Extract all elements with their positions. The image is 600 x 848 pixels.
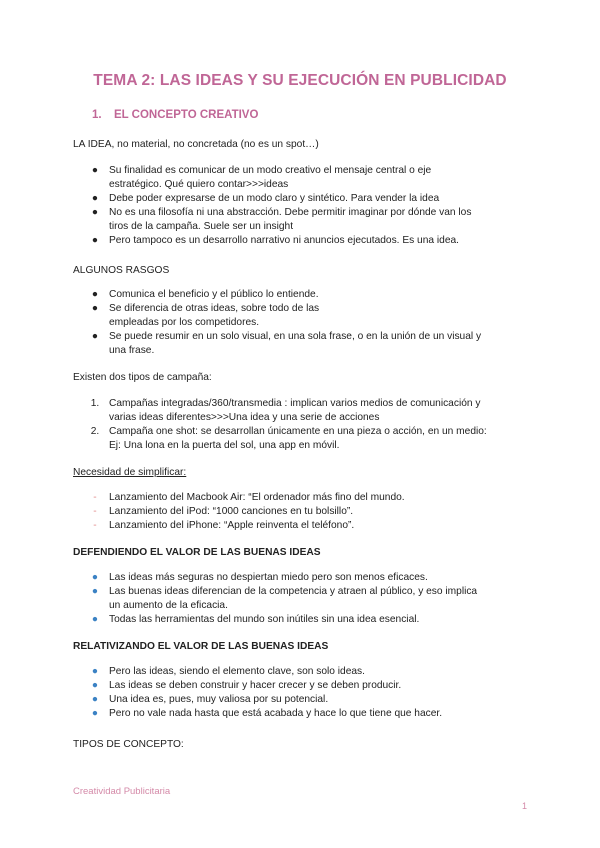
list-item-text: Las ideas se deben construir y hacer crecer y se deben producir. bbox=[109, 680, 402, 691]
list-item bbox=[73, 679, 533, 693]
list-item bbox=[73, 665, 533, 679]
page-number: 1 bbox=[522, 801, 528, 811]
list-item-text: tiros de la campaña. Suele ser un insight bbox=[109, 221, 294, 232]
simplificar-list bbox=[73, 491, 533, 533]
dash-icon: - bbox=[93, 492, 97, 503]
numbered-item bbox=[73, 397, 533, 425]
numbered-item-text: Campañas integradas/360/transmedia : implican varios medios de comunicación y bbox=[109, 398, 481, 409]
list-item-text: Pero tampoco es un desarrollo narrativo ni anuncios ejecutados. Es una idea. bbox=[109, 235, 459, 246]
list-item bbox=[73, 206, 533, 234]
list-item bbox=[73, 491, 533, 505]
bullet-icon: ● bbox=[91, 614, 99, 625]
list-item-text: Pero las ideas, siendo el elemento clave, son solo ideas. bbox=[109, 666, 365, 677]
list-item bbox=[73, 192, 533, 206]
idea-line: LA IDEA, no material, no concretada (no es un spot…) bbox=[73, 139, 319, 150]
list-item-text: Lanzamiento del iPhone: “Apple reinventa el teléfono”. bbox=[109, 520, 355, 531]
list-item-text: un aumento de la eficacia. bbox=[109, 600, 228, 611]
bullet-icon: ● bbox=[91, 303, 99, 314]
relativizando-bullet-list bbox=[73, 665, 533, 721]
rasgos-heading: ALGUNOS RASGOS bbox=[73, 265, 170, 276]
list-item-text: Comunica el beneficio y el público lo entiende. bbox=[109, 289, 319, 300]
list-item bbox=[73, 330, 533, 358]
list-item bbox=[73, 571, 533, 585]
bullet-icon: ● bbox=[91, 572, 99, 583]
defendiendo-heading: DEFENDIENDO EL VALOR DE LAS BUENAS IDEAS bbox=[73, 547, 321, 558]
list-item bbox=[73, 519, 533, 533]
item-number: 2. bbox=[90, 426, 100, 437]
list-item bbox=[73, 707, 533, 721]
defendiendo-bullet-list bbox=[73, 571, 533, 627]
section-title-text: EL CONCEPTO CREATIVO bbox=[114, 109, 259, 121]
list-item bbox=[73, 234, 533, 248]
tipos-concepto-heading: TIPOS DE CONCEPTO: bbox=[73, 739, 184, 750]
bullet-icon: ● bbox=[91, 235, 99, 246]
list-item-text: Pero no vale nada hasta que está acabada y hace lo que tiene que hacer. bbox=[109, 708, 443, 719]
bullet-icon: ● bbox=[91, 289, 99, 300]
list-item bbox=[73, 693, 533, 707]
list-item-text: Las buenas ideas diferencian de la competencia y atraen al público, y eso implica bbox=[109, 586, 478, 597]
list-item-text: una frase. bbox=[109, 345, 155, 356]
list-item bbox=[73, 585, 533, 613]
bullet-icon: ● bbox=[91, 193, 99, 204]
bullet-icon: ● bbox=[91, 165, 99, 176]
list-item bbox=[73, 164, 533, 192]
item-number: 1. bbox=[90, 398, 100, 409]
numbered-item-text: Campaña one shot: se desarrollan únicamente en una pieza o acción, en un medio: bbox=[109, 426, 487, 437]
relativizando-heading: RELATIVIZANDO EL VALOR DE LAS BUENAS IDEAS bbox=[73, 641, 329, 652]
bullet-icon: ● bbox=[91, 666, 99, 677]
numbered-item-text: varias ideas diferentes>>>Una idea y una serie de acciones bbox=[109, 412, 380, 423]
dash-icon: - bbox=[93, 506, 97, 517]
numbered-item bbox=[73, 425, 533, 453]
list-item-text: Una idea es, pues, muy valiosa por su potencial. bbox=[109, 694, 329, 705]
section-number: 1. bbox=[92, 109, 102, 121]
bullet-icon: ● bbox=[91, 694, 99, 705]
tipos-numbered-list bbox=[73, 397, 533, 453]
bullet-icon: ● bbox=[91, 207, 99, 218]
bullet-icon: ● bbox=[91, 331, 99, 342]
list-item-text: Lanzamiento del iPod: “1000 canciones en tu bolsillo”. bbox=[109, 506, 354, 517]
list-item-text: Lanzamiento del Macbook Air: “El ordenador más fino del mundo. bbox=[109, 492, 405, 503]
list-item-text: estratégico. Qué quiero contar>>>ideas bbox=[109, 179, 289, 190]
list-item bbox=[73, 302, 533, 330]
list-item-text: Debe poder expresarse de un modo claro y sintético. Para vender la idea bbox=[109, 193, 440, 204]
numbered-item-text: Ej: Una lona en la puerta del sol, una app en móvil. bbox=[109, 440, 340, 451]
list-item-text: Se diferencia de otras ideas, sobre todo de las bbox=[109, 303, 320, 314]
list-item-text: Su finalidad es comunicar de un modo creativo el mensaje central o eje bbox=[109, 165, 432, 176]
bullet-icon: ● bbox=[91, 680, 99, 691]
rasgos-bullet-list bbox=[73, 288, 533, 358]
simplificar-heading: Necesidad de simplificar: bbox=[73, 467, 187, 478]
list-item-text: Las ideas más seguras no despiertan miedo pero son menos eficaces. bbox=[109, 572, 428, 583]
list-item-text: Todas las herramientas del mundo son inútiles sin una idea esencial. bbox=[109, 614, 420, 625]
list-item bbox=[73, 505, 533, 519]
tipos-intro: Existen dos tipos de campaña: bbox=[73, 372, 212, 383]
list-item-text: No es una filosofía ni una abstracción. Debe permitir imaginar por dónde van los bbox=[109, 207, 472, 218]
dash-icon: - bbox=[93, 520, 97, 531]
footer-text: Creatividad Publicitaria bbox=[73, 786, 171, 797]
list-item-text: Se puede resumir en un solo visual, en una sola frase, o en la unión de un visual y bbox=[109, 331, 482, 342]
document-title: TEMA 2: LAS IDEAS Y SU EJECUCIÓN EN PUBLICIDAD bbox=[93, 72, 507, 89]
list-item-text: empleadas por los competidores. bbox=[109, 317, 260, 328]
list-item bbox=[73, 613, 533, 627]
bullet-icon: ● bbox=[91, 586, 99, 597]
list-item bbox=[73, 288, 533, 302]
bullet-icon: ● bbox=[91, 708, 99, 719]
section-title bbox=[92, 109, 258, 121]
idea-bullet-list bbox=[73, 164, 533, 248]
